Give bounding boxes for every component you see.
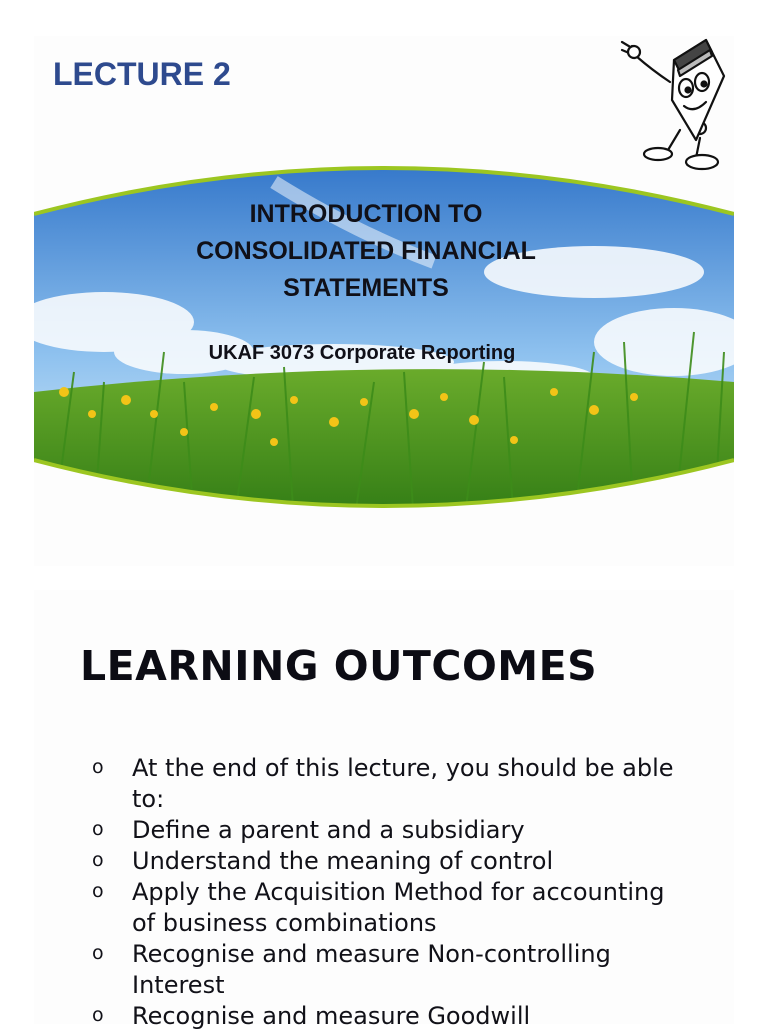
bullet-icon: o [92, 942, 104, 964]
title-line: CONSOLIDATED FINANCIAL [196, 237, 536, 265]
bullet-icon: o [92, 849, 104, 871]
list-item-text: Define a parent and a subsidiary [132, 816, 525, 844]
bullet-icon: o [92, 756, 104, 778]
list-item-text: At the end of this lecture, you should be able to: [132, 754, 674, 813]
list-item [92, 877, 692, 939]
bullet-icon: o [92, 880, 104, 902]
list-item-text: Recognise and measure Non-controlling Interest [132, 940, 611, 999]
bullet-icon: o [92, 818, 104, 840]
list-item-text: Recognise and measure Goodwill [132, 1002, 531, 1030]
bullet-icon: o [92, 1004, 104, 1026]
list-item [92, 846, 692, 877]
title-line: INTRODUCTION TO [249, 200, 483, 228]
outcomes-list [92, 753, 692, 1032]
list-item [92, 753, 692, 815]
list-item [92, 939, 692, 1001]
course-subtitle: UKAF 3073 Corporate Reporting [208, 342, 516, 364]
outcomes-heading: LEARNING OUTCOMES [80, 642, 598, 690]
presentation-title [120, 196, 612, 307]
lecture-label: LECTURE 2 [53, 56, 231, 92]
title-line: STATEMENTS [283, 274, 449, 302]
list-item [92, 815, 692, 846]
list-item-text: Understand the meaning of control [132, 847, 554, 875]
list-item-text: Apply the Acquisition Method for accounting of business combinations [132, 878, 665, 937]
list-item [92, 1001, 692, 1032]
